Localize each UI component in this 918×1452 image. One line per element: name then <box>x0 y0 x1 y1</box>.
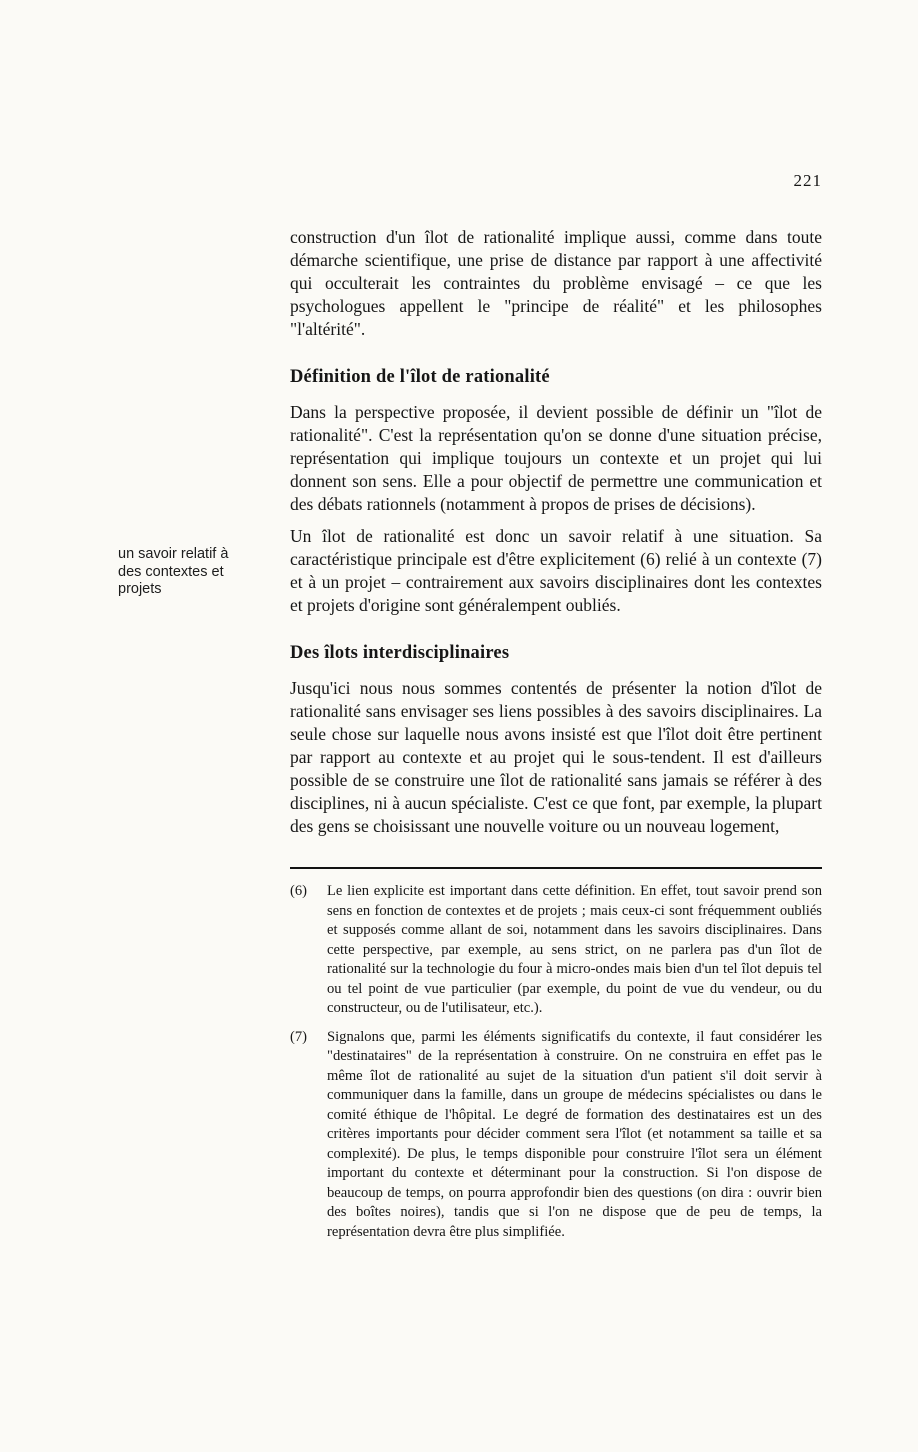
footnote-separator-rule <box>290 867 822 869</box>
margin-note: un savoir relatif à des contextes et projets <box>118 546 229 597</box>
text-column <box>290 226 822 1251</box>
paragraph-definition-2: Un îlot de rationalité est donc un savoir relatif à une situation. Sa caractéristique principale est d'être explicitement (6) relié à un contexte (7) et à un projet – contrairement aux savoirs disciplinaires dont les contextes et projets d'origine sont généralempent oubliés. <box>290 526 822 615</box>
footnote-number: (6) <box>290 883 308 899</box>
footnote-6 <box>290 882 822 1019</box>
paragraph-interdisciplinaires-1: Jusqu'ici nous nous sommes contentés de présenter la notion d'îlot de rationalité sans envisager ses liens possibles à des savoirs disciplinaires. La seule chose sur laquelle nous avons insisté est que l'îlot doit être pertinent par rapport au contexte et au projet qui le sous-tendent. Il est d'ailleurs possible de se construire une îlot de rationalité sans jamais se référer à des disciplines, ni à aucun spécialiste. C'est ce que font, par exemple, la plupart des gens se choisissant une nouvelle voiture ou un nouveau logement, <box>290 678 822 836</box>
paragraph-definition-1: Dans la perspective proposée, il devient possible de définir un "îlot de rationalité". C'est la représentation qu'on se donne d'une situation précise, représentation qui implique toujours un contexte et un projet qui lui donnent son sens. Elle a pour objectif de permettre une communication et des débats rationnels (notamment à propos de prises de décisions). <box>290 402 822 514</box>
footnote-number: (7) <box>290 1028 308 1045</box>
section-heading-definition-ilot: Définition de l'îlot de rationalité <box>290 367 550 387</box>
footnote-text: Le lien explicite est important dans cette définition. En effet, tout savoir prend son sens en fonction de contextes et de projets ; mais ceux-ci sont fréquemment oubliés et supposés comme allant de soi, notamment dans les savoirs disciplinaires. Dans cette perspective, par exemple, au sens strict, on ne parlera pas d'un îlot de rationalité sur la technologie du four à micro-ondes mais bien d'un tel îlot depuis tel ou tel point de vue particulier (par exemple, du point de vue du vendeur, ou du constructeur, ou de l'utilisateur, etc.). <box>327 883 822 1016</box>
paragraph-continuation: construction d'un îlot de rationalité implique aussi, comme dans toute démarche scientifique, une prise de distance par rapport à une affectivité qui occulterait les contraintes du problème envisagé – ce que les psychologues appellent le "principe de réalité" et les philosophes "l'altérité". <box>290 227 822 339</box>
footnote-7 <box>290 1028 822 1243</box>
section-heading-ilots-interdisciplinaires: Des îlots interdisciplinaires <box>290 643 510 663</box>
footnote-text: Signalons que, parmi les éléments significatifs du contexte, il faut considérer les "destinataires" de la représentation à construire. On ne construira en effet pas le même îlot de rationalité au sujet de la situation d'un patient s'il doit servir à communiquer dans la famille, dans un groupe de médecins spécialistes ou dans le comité éthique de l'hôpital. Le degré de formation des destinataires est un des critères importants pour décider comment sera l'îlot (et notamment sa taille et sa complexité). De plus, le temps disponible pour construire l'îlot sera un élément important du contexte et déterminant pour la construction. Si l'on dispose de beaucoup de temps, on pourra approfondir bien des questions (on dira : ouvrir bien des boîtes noires), tandis que si l'on ne dispose que de peu de temps, la représentation devra être plus simplifiée. <box>327 1028 822 1240</box>
page-number: 221 <box>793 171 822 190</box>
